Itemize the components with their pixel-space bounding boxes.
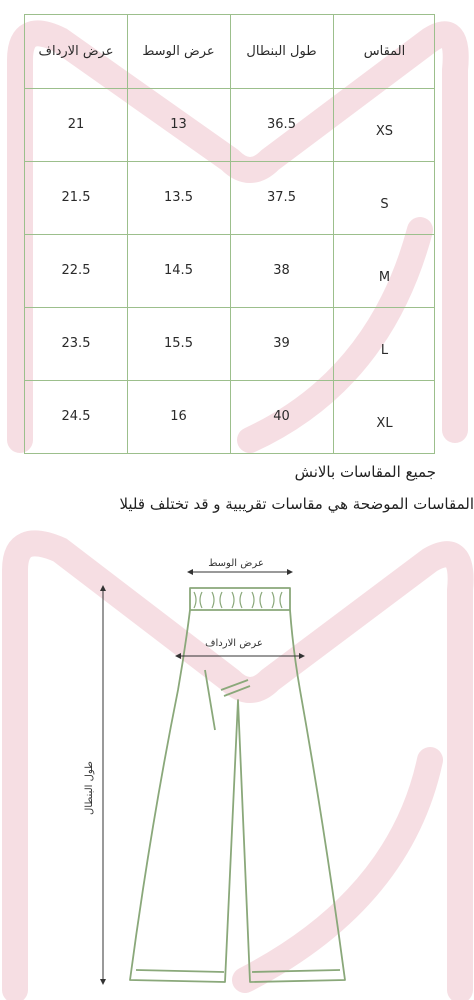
length-value: 40 (273, 409, 290, 424)
table-row (25, 307, 434, 380)
hips-value: 23.5 (61, 336, 91, 351)
size-value: XS (375, 124, 394, 139)
hips-value: 22.5 (61, 263, 91, 278)
table-row (25, 380, 434, 453)
waist-value: 15.5 (164, 336, 193, 351)
waist-width-label: عرض الوسط (208, 558, 264, 569)
header-waist-width: عرض الوسط (142, 44, 215, 59)
pants-length-label: طول البنطال (84, 761, 95, 815)
header-pants-length: طول البنطال (246, 44, 317, 59)
length-value: 38 (273, 263, 290, 278)
waistband-elastic-gathers (194, 592, 282, 608)
length-value: 37.5 (267, 190, 296, 205)
table-row (25, 88, 434, 161)
size-chart-table (24, 14, 435, 454)
approximate-sizes-note: المقاسات الموضحة هي مقاسات تقريبية و قد تختلف قليلا (119, 495, 474, 513)
waist-value: 16 (170, 409, 187, 424)
size-value: XL (376, 416, 393, 431)
hips-value: 21 (67, 117, 85, 132)
hips-value: 24.5 (61, 409, 91, 424)
hips-value: 21.5 (61, 190, 91, 205)
hips-width-label: عرض الارداف (205, 638, 263, 649)
table-row (25, 161, 434, 234)
size-value: L (380, 343, 389, 358)
waist-value: 13 (170, 117, 187, 132)
header-size: المقاس (363, 44, 406, 59)
length-value: 39 (273, 336, 290, 351)
header-hips-width: عرض الارداف (38, 44, 114, 59)
length-value: 36.5 (267, 117, 296, 132)
table-header-row (25, 15, 434, 88)
waist-value: 13.5 (164, 190, 193, 205)
pants-measurement-diagram (0, 530, 474, 1000)
waist-value: 14.5 (164, 263, 193, 278)
size-value: M (378, 270, 391, 285)
units-note: جميع المقاسات بالانش (294, 463, 436, 481)
table-row (25, 234, 434, 307)
size-value: S (380, 197, 389, 212)
